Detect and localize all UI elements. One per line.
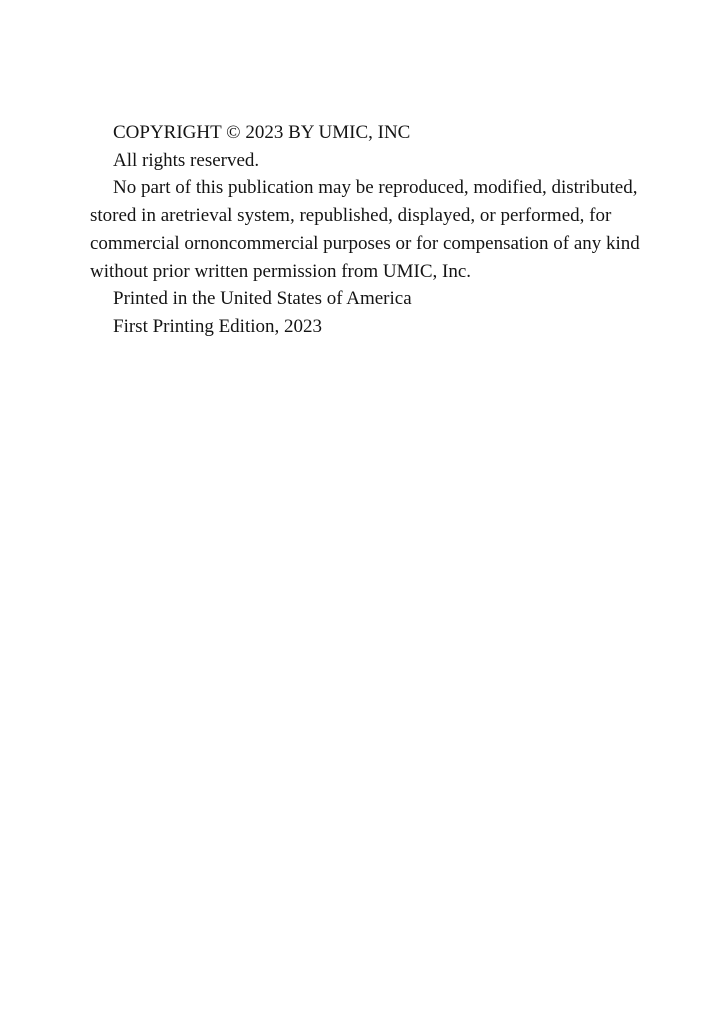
copyright-text-block [90,119,650,341]
printed-in-line: Printed in the United States of America [113,288,412,310]
notice-paragraph-line-4: without prior written permission from UMIC, Inc. [90,260,472,282]
edition-line: First Printing Edition, 2023 [113,315,323,337]
copyright-statement-line: COPYRIGHT © 2023 BY UMIC, INC [113,122,411,143]
rights-reserved-line: All rights reserved. [113,149,260,171]
notice-paragraph-line-3: commercial ornoncommercial purposes or for compensation of any kind [90,232,640,254]
notice-paragraph-line-1: No part of this publication may be reproduced, modified, distributed, [113,177,638,199]
notice-paragraph-line-2: stored in aretrieval system, republished, displayed, or performed, for [90,205,612,227]
